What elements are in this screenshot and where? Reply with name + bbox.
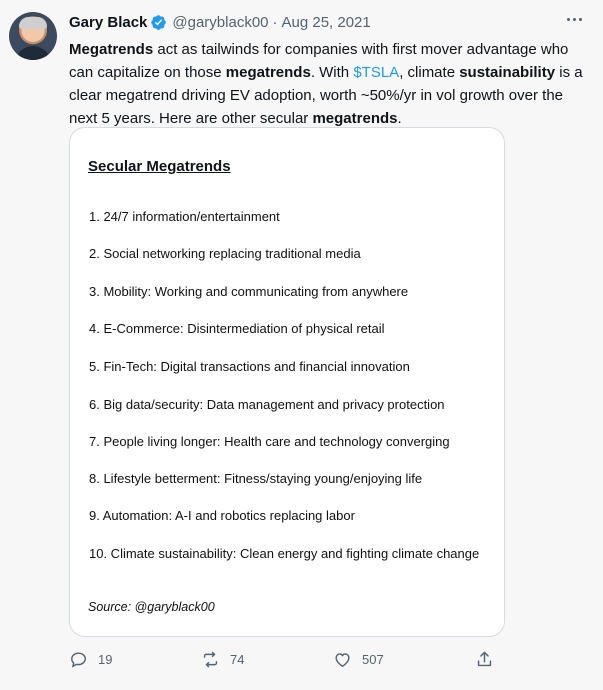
- reply-icon: [69, 650, 88, 669]
- image-card[interactable]: [69, 127, 505, 637]
- list-item: 3. Mobility: Working and communicating from anywhere: [89, 284, 409, 299]
- list-item: 7. People living longer: Health care and technology converging: [89, 434, 450, 449]
- retweet-icon: [201, 650, 220, 669]
- like-count: 507: [362, 652, 384, 667]
- list-item: 5. Fin-Tech: Digital transactions and financial innovation: [89, 359, 410, 374]
- cashtag-link[interactable]: $TSLA: [353, 64, 400, 81]
- tweet-actions: [69, 650, 499, 674]
- reply-button[interactable]: [69, 650, 112, 669]
- tweet-text-segment: .: [397, 110, 402, 127]
- verified-badge-icon: [150, 14, 167, 31]
- list-item: 1. 24/7 information/entertainment: [89, 209, 280, 224]
- list-item: 9. Automation: A-I and robotics replacing labor: [89, 508, 355, 523]
- card-title: Secular Megatrends: [88, 158, 231, 175]
- tweet-text-segment: act as tailwinds for companies with first mover advantage who can capitalize on those: [69, 41, 569, 81]
- author-avatar[interactable]: [9, 12, 57, 60]
- tweet-text-segment: is a clear megatrend driving EV adoption, worth ~50%/yr in vol growth over the next 5 years. Here are other secular: [69, 64, 583, 127]
- tweet-text-bold: megatrends: [312, 110, 398, 127]
- tweet-text-segment: , climate: [399, 64, 460, 81]
- author-name[interactable]: Gary Black: [69, 14, 148, 31]
- avatar-hair: [19, 17, 47, 29]
- retweet-button[interactable]: [201, 650, 244, 669]
- tweet-header: [69, 14, 583, 31]
- list-item: 4. E-Commerce: Disintermediation of physical retail: [89, 321, 385, 336]
- list-item: 6. Big data/security: Data management and privacy protection: [89, 397, 445, 412]
- tweet-text-bold: sustainability: [459, 64, 556, 81]
- tweet-text-bold: megatrends: [225, 64, 311, 81]
- card-source: Source: @garyblack00: [88, 600, 215, 614]
- heart-icon: [333, 650, 352, 669]
- separator-dot: ·: [272, 14, 278, 31]
- reply-count: 19: [98, 652, 113, 667]
- avatar-shirt: [15, 46, 51, 60]
- tweet-text-bold: Megatrends: [69, 41, 154, 58]
- list-item: 2. Social networking replacing traditional media: [89, 246, 361, 261]
- share-icon: [475, 650, 494, 669]
- share-button[interactable]: [475, 650, 494, 669]
- tweet-text-segment: . With: [310, 64, 354, 81]
- more-options-icon[interactable]: [561, 9, 587, 29]
- tweet-date[interactable]: Aug 25, 2021: [281, 14, 371, 31]
- tweet-text: [69, 38, 584, 130]
- author-handle[interactable]: @garyblack00: [172, 14, 269, 31]
- retweet-count: 74: [230, 652, 245, 667]
- list-item: 8. Lifestyle betterment: Fitness/staying young/enjoying life: [89, 471, 423, 486]
- list-item: 10. Climate sustainability: Clean energy and fighting climate change: [89, 546, 480, 561]
- like-button[interactable]: [333, 650, 384, 669]
